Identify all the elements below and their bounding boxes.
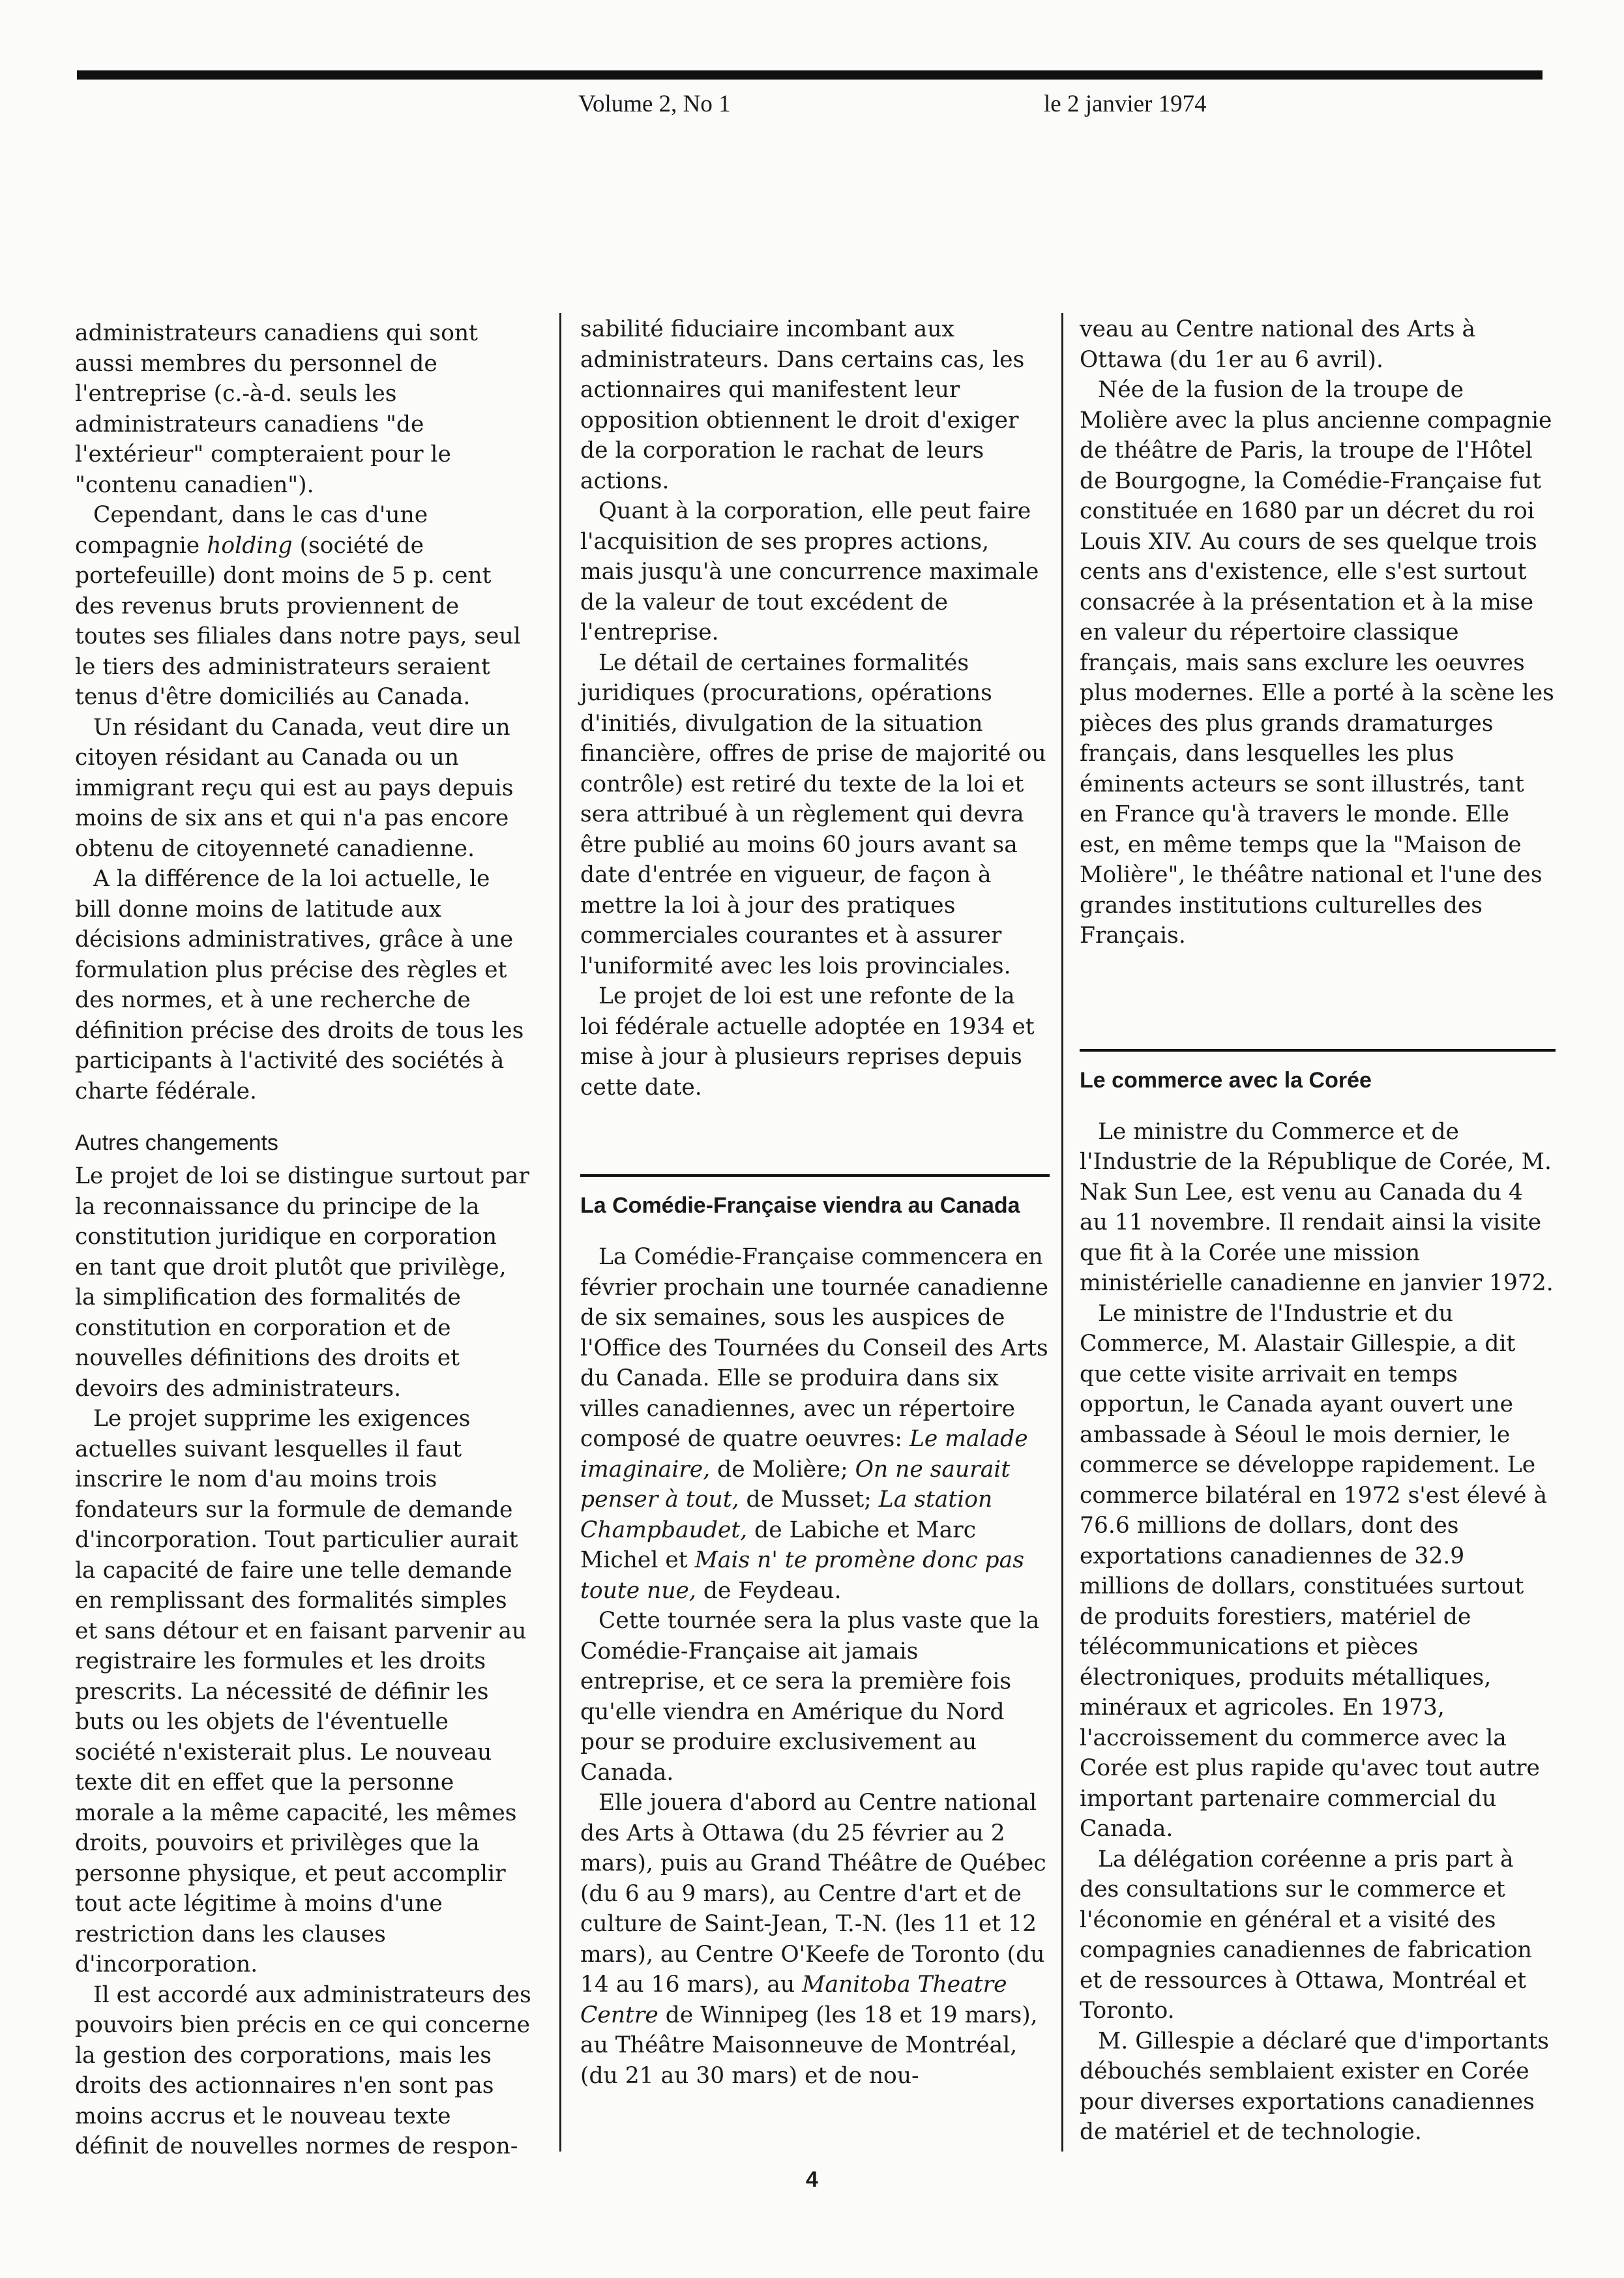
paragraph: Un résidant du Canada, veut dire un citoyen résidant au Canada ou un immigrant reçu qui est au pays depuis moins de six ans et qui n'a pas encore obtenu de citoyenneté canadienne.: [75, 714, 514, 862]
paragraph: La délégation coréenne a pris part à des consultations sur le commerce et l'économie en général et a visité des compagnies canadiennes de fabrication et de ressources à Ottawa, Montréal et Toronto.: [1080, 1846, 1532, 2024]
paragraph: veau au Centre national des Arts à Ottawa (du 1er au 6 avril).: [1080, 316, 1476, 373]
paragraph: sabilité fiduciaire incombant aux administrateurs. Dans certains cas, les actionnaires qui manifestent leur opposition obtiennent le droit d'exiger de la corporation le rachat de leurs actions.: [580, 316, 1025, 494]
article-headline: La Comédie-Française viendra au Canada: [580, 1193, 1020, 1218]
article-divider: [580, 1174, 1050, 1177]
volume-number: Volume 2, No 1: [578, 91, 731, 117]
page-header: [0, 90, 1624, 129]
column-1: [75, 318, 531, 2162]
column-divider-2: [1061, 313, 1063, 2152]
column-2: [580, 314, 1050, 2091]
paragraph: Le projet de loi se distingue surtout par la reconnaissance du principe de la constitution juridique en corporation en tant que droit plutôt que privilège, la simplification des formalités de constitution en corporation et de nouvelles définitions des droits et devoirs des administrateurs.: [75, 1163, 529, 1402]
paragraph: A la différence de la loi actuelle, le bill donne moins de latitude aux décisions administratives, grâce à une formulation plus précise des règles et des normes, et à une recherche de définition précise des droits de tous les participants à l'activité des sociétés à charte fédérale.: [75, 866, 524, 1104]
issue-date: le 2 janvier 1974: [1044, 91, 1207, 117]
paragraph: Le détail de certaines formalités juridiques (procurations, opérations d'initiés, divulgation de la situation financière, offres de prise de majorité ou contrôle) est retiré du texte de la loi et sera attribué à un règlement qui devra être publié au moins 60 jours avant sa date d'entrée en vigueur, de façon à mettre la loi à jour des pratiques commerciales courantes et à assurer l'uniformité avec les lois provinciales.: [580, 649, 1046, 979]
paragraph: Cette tournée sera la plus vaste que la Comédie-Française ait jamais entreprise, et ce sera la première fois qu'elle viendra en Amérique du Nord pour se produire exclusivement au Canada.: [580, 1608, 1040, 1786]
article-divider: [1080, 1049, 1556, 1052]
paragraph: Il est accordé aux administrateurs des pouvoirs bien précis en ce qui concerne la gestion des corporations, mais les droits des actionnaires n'en sont pas moins accrus et le nouveau texte définit de nouvelles normes de respon-: [75, 1981, 531, 2159]
paragraph: Elle jouera d'abord au Centre national des Arts à Ottawa (du 25 février au 2 mars), puis au Grand Théâtre de Québec (du 6 au 9 mars), au Centre d'art et de culture de Saint-Jean, T.-N. (les 11 et 12 mars), au Centre O'Keefe de Toronto (du 14 au 16 mars), au Manitoba Theatre Centre de Winnipeg (les 18 et 19 mars), au Théâtre Maisonneuve de Montréal, (du 21 au 30 mars) et de nou-: [580, 1790, 1046, 2089]
paragraph: Le ministre de l'Industrie et du Commerce, M. Alastair Gillespie, a dit que cette visite arrivait en temps opportun, le Canada ayant ouvert une ambassade à Séoul le mois dernier, le commerce se développe rapidement. Le commerce bilatéral en 1972 s'est élevé à 76.6 millions de dollars, dont des exportations canadiennes de 32.9 millions de dollars, constituées surtout de produits forestiers, matériel de télécommunications et pièces électroniques, produits métalliques, minéraux et agricoles. En 1973, l'accroissement du commerce avec la Corée est plus rapide qu'avec tout autre important partenaire commercial du Canada.: [1080, 1300, 1548, 1842]
paragraph: Le projet de loi est une refonte de la loi fédérale actuelle adoptée en 1934 et mise à jour à plusieurs reprises depuis cette date.: [580, 983, 1035, 1101]
paragraph: Cependant, dans le cas d'une compagnie holding (société de portefeuille) dont moins de 5 p. cent des revenus bruts proviennent de toutes ses filiales dans notre pays, seul le tiers des administrateurs seraient tenus d'être domiciliés au Canada.: [75, 502, 521, 710]
top-rule: [77, 70, 1543, 80]
column-3: [1080, 314, 1556, 2148]
page-number: 4: [806, 2167, 818, 2192]
section-subheading: Autres changements: [75, 1131, 278, 1155]
paragraph: La Comédie-Française commencera en février prochain une tournée canadienne de six semaines, sous les auspices de l'Office des Tournées du Conseil des Arts du Canada. Elle se produira dans six villes canadiennes, avec un répertoire composé de quatre oeuvres: Le malade imaginaire, de Molière; On ne saurait penser à tout, de Musset; La station Champbaudet, de Labiche et Marc Michel et Mais n' te promène donc pas toute nue, de Feydeau.: [580, 1244, 1049, 1604]
column-divider-1: [559, 313, 561, 2152]
paragraph: Le projet supprime les exigences actuelles suivant lesquelles il faut inscrire le nom d'au moins trois fondateurs sur la formule de demande d'incorporation. Tout particulier aurait la capacité de faire une telle demande en remplissant des formalités simples et sans détour et en faisant parvenir au registraire les formules et les droits prescrits. La nécessité de définir les buts ou les objets de l'éventuelle société n'existerait plus. Le nouveau texte dit en effet que la personne morale a la même capacité, les mêmes droits, pouvoirs et privilèges que la personne physique, et peut accomplir tout acte légitime à moins d'une restriction dans les clauses d'incorporation.: [75, 1406, 527, 1977]
paragraph: M. Gillespie a déclaré que d'importants débouchés semblaient exister en Corée pour diverses exportations canadiennes de matériel et de technologie.: [1080, 2028, 1549, 2145]
article-headline: Le commerce avec la Corée: [1080, 1067, 1372, 1093]
paragraph: Quant à la corporation, elle peut faire l'acquisition de ses propres actions, mais jusqu'à une concurrence maximale de la valeur de tout excédent de l'entreprise.: [580, 498, 1039, 645]
paragraph: administrateurs canadiens qui sont aussi membres du personnel de l'entreprise (c.-à-d. seuls les administrateurs canadiens "de l'extérieur" compteraient pour le "contenu canadien").: [75, 320, 478, 498]
paragraph: Née de la fusion de la troupe de Molière avec la plus ancienne compagnie de théâtre de Paris, la troupe de l'Hôtel de Bourgogne, la Comédie-Française fut constituée en 1680 par un décret du roi Louis XIV. Au cours de ses quelque trois cents ans d'existence, elle s'est surtout consacrée à la présentation et à la mise en valeur du répertoire classique français, mais sans exclure les oeuvres plus modernes. Elle a porté à la scène les pièces des plus grands dramaturges français, dans lesquelles les plus éminents acteurs se sont illustrés, tant en France qu'à travers le monde. Elle est, en même temps que la "Maison de Molière", le théâtre national et l'une des grandes institutions culturelles des Français.: [1080, 377, 1554, 949]
paragraph: Le ministre du Commerce et de l'Industrie de la République de Corée, M. Nak Sun Lee, est venu au Canada du 4 au 11 novembre. Il rendait ainsi la visite que fit à la Corée une mission ministérielle canadienne en janvier 1972.: [1080, 1118, 1554, 1296]
